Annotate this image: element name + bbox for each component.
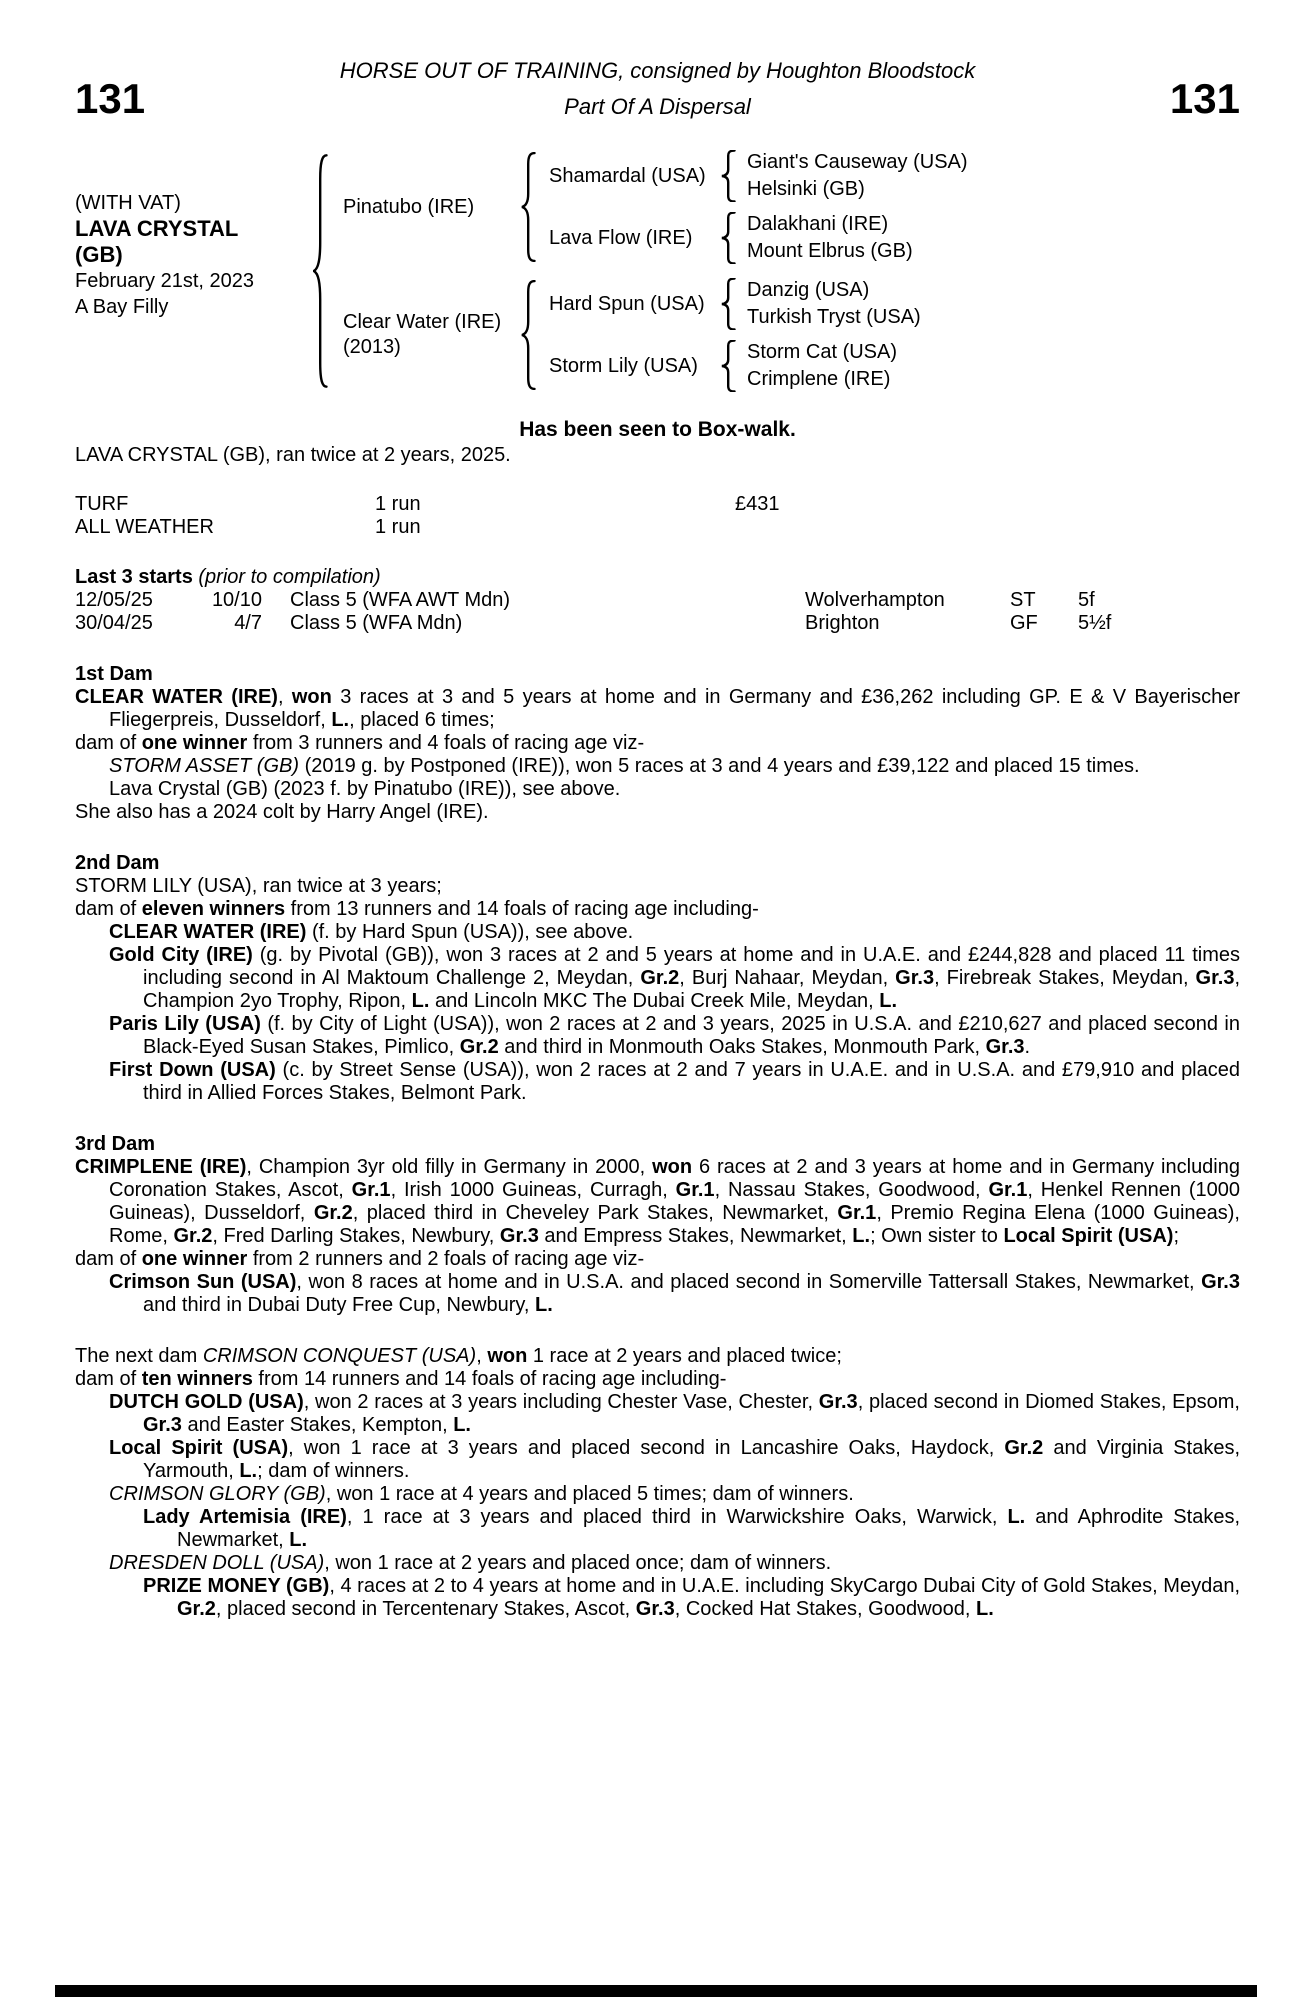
pedigree-brace-icon [521, 280, 539, 390]
grandparent-name: Lava Flow (IRE) [549, 226, 693, 249]
vat-note: (WITH VAT) [75, 192, 181, 214]
pedigree-chart [75, 150, 1240, 392]
pedigree-paragraph: STORM LILY (USA), ran twice at 3 years; [75, 875, 442, 897]
surface-label: ALL WEATHER [75, 516, 214, 538]
last-starts-title: Last 3 starts [75, 566, 193, 588]
great-grandparent-name: Helsinki (GB) [747, 178, 865, 200]
pedigree-brace-icon [521, 152, 539, 262]
start-date: 12/05/25 [75, 589, 153, 611]
great-grandparent-name: Mount Elbrus (GB) [747, 240, 913, 262]
foal-date: February 21st, 2023 [75, 270, 254, 292]
pedigree-paragraph: Gold City (IRE) (g. by Pivotal (GB)), won 3 races at 2 and 5 years at home and in U.A.E. and £244,828 and placed 11 times including second in Al Maktoum Challenge 2, Meydan, Gr.2, Burj Nahaar, Meydan, Gr.3, Firebreak Stakes, Meydan, Gr.3, Champion 2yo Trophy, Ripon, L. and Lincoln MKC The Dubai Creek Mile, Meydan, L. [109, 944, 1241, 1012]
grandparent-name: Shamardal (USA) [549, 164, 706, 187]
pedigree-paragraph: First Down (USA) (c. by Street Sense (USA)), won 2 races at 2 and 7 years in U.A.E. and in U.S.A. and £79,910 and placed third in Allied Forces Stakes, Belmont Park. [109, 1059, 1240, 1104]
pedigree-paragraph: She also has a 2024 colt by Harry Angel (IRE). [75, 801, 489, 823]
pedigree-paragraph: CRIMSON GLORY (GB), won 1 race at 4 years and placed 5 times; dam of winners. [109, 1483, 854, 1505]
horse-name: LAVA CRYSTAL [75, 216, 239, 241]
pedigree-paragraph: PRIZE MONEY (GB), 4 races at 2 to 4 years at home and in U.A.E. including SkyCargo Dubai City of Gold Stakes, Meydan, Gr.2, placed second in Tercentenary Stakes, Ascot, Gr.3, Cocked Hat Stakes, Goodwood, L. [143, 1575, 1241, 1620]
pedigree-halves [331, 150, 1240, 392]
surface-label: TURF [75, 493, 129, 515]
pedigree-brace-icon [313, 153, 331, 389]
race-summary-row [75, 493, 1240, 516]
going-abbr: ST [1010, 589, 1036, 611]
horse-info [75, 150, 313, 320]
pedigree-paragraph: dam of ten winners from 14 runners and 14 foals of racing age including- [75, 1368, 727, 1390]
pedigree-paragraph: dam of one winner from 3 runners and 4 foals of racing age viz- [75, 732, 645, 754]
section-heading: 3rd Dam [75, 1133, 156, 1155]
race-summary-table [75, 493, 1240, 539]
sire-name: Pinatubo (IRE) [343, 195, 475, 218]
last-start-row [75, 612, 1240, 635]
pedigree-text-section [75, 1133, 1240, 1317]
pedigree-paragraph: Local Spirit (USA), won 1 race at 3 years and placed second in Lancashire Oaks, Haydock, Gr.2 and Virginia Stakes, Yarmouth, L.; dam of winners. [109, 1437, 1240, 1482]
grandparent-unit [539, 278, 1240, 330]
race-summary-row [75, 516, 1240, 539]
last-starts-title-line [75, 566, 1240, 589]
pedigree-paragraph: Lava Crystal (GB) (2023 f. by Pinatubo (IRE)), see above. [109, 778, 621, 800]
race-class: Class 5 (WFA Mdn) [290, 612, 463, 634]
race-record-intro: LAVA CRYSTAL (GB), ran twice at 2 years, 2025. [75, 444, 511, 466]
grandparent-column [539, 150, 1240, 264]
great-grandparent-pair [739, 340, 897, 392]
last-starts-subtitle: (prior to compilation) [192, 566, 381, 588]
finish-position: 10/10 [211, 589, 262, 611]
last-starts-rows [75, 589, 1240, 635]
pedigree-paragraph: The next dam CRIMSON CONQUEST (USA), won 1 race at 2 years and placed twice; [75, 1345, 842, 1367]
pedigree-paragraph: dam of eleven winners from 13 runners and 14 foals of racing age including- [75, 898, 759, 920]
grandparent-unit [539, 212, 1240, 264]
dispersal-subtitle: Part Of A Dispersal [564, 94, 751, 119]
great-grandparent-name: Storm Cat (USA) [747, 341, 898, 363]
great-grandparent-name: Crimplene (IRE) [747, 368, 891, 390]
pedigree-paragraph: Crimson Sun (USA), won 8 races at home and in U.S.A. and placed second in Somerville Tattersall Stakes, Newmarket, Gr.3 and third in Dubai Duty Free Cup, Newbury, L. [109, 1271, 1240, 1316]
start-date: 30/04/25 [75, 612, 153, 634]
great-grandparent-pair [739, 278, 921, 330]
great-grandparent-pair [739, 150, 968, 202]
course-name: Wolverhampton [805, 589, 945, 611]
horse-suffix: (GB) [75, 242, 123, 267]
pedigree-paragraph: Lady Artemisia (IRE), 1 race at 3 years and placed third in Warwickshire Oaks, Warwick, L. and Aphrodite Stakes, Newmarket, L. [143, 1506, 1241, 1551]
race-distance: 5f [1078, 589, 1095, 611]
course-name: Brighton [805, 612, 880, 634]
pedigree-paragraph: dam of one winner from 2 runners and 2 foals of racing age viz- [75, 1248, 645, 1270]
grandparent-name: Hard Spun (USA) [549, 292, 705, 315]
great-grandparent-name: Giant's Causeway (USA) [747, 151, 968, 173]
section-heading: 2nd Dam [75, 852, 160, 874]
great-grandparent-name: Turkish Tryst (USA) [747, 306, 921, 328]
pedigree-paragraph: DUTCH GOLD (USA), won 2 races at 3 years including Chester Vase, Chester, Gr.3, placed second in Diomed Stakes, Epsom, Gr.3 and Easter Stakes, Kempton, L. [109, 1391, 1240, 1436]
page-bottom-bar [55, 1985, 1257, 1997]
horse-description: A Bay Filly [75, 296, 169, 318]
page-header [75, 58, 1240, 120]
lot-number-right: 131 [1169, 75, 1240, 122]
pedigree-paragraph: DRESDEN DOLL (USA), won 1 race at 2 years and placed once; dam of winners. [109, 1552, 832, 1574]
grandparent-unit [539, 150, 1240, 202]
runs-value: 1 run [375, 516, 421, 538]
pedigree-paragraph: CRIMPLENE (IRE), Champion 3yr old filly in Germany in 2000, won 6 races at 2 and 3 years at home and in Germany including Coronation Stakes, Ascot, Gr.1, Irish 1000 Guineas, Curragh, Gr.1, Nassau Stakes, Goodwood, Gr.1, Henkel Rennen (1000 Guineas), Dusseldorf, Gr.2, placed third in Cheveley Park Stakes, Newmarket, Gr.1, Premio Regina Elena (1000 Guineas), Rome, Gr.2, Fred Darling Stakes, Newbury, Gr.3 and Empress Stakes, Newmarket, L.; Own sister to Local Spirit (USA); [75, 1156, 1241, 1247]
last-start-row [75, 589, 1240, 612]
pedigree-text-section [75, 852, 1240, 1105]
header-center [195, 58, 1120, 120]
earnings-value: £431 [735, 493, 780, 515]
great-grandparent-name: Dalakhani (IRE) [747, 213, 889, 235]
pedigree-brace-icon [721, 150, 739, 202]
grandparent-name: Storm Lily (USA) [549, 354, 698, 377]
runs-value: 1 run [375, 493, 421, 515]
sire-branch [331, 150, 1240, 264]
pedigree-tree [313, 150, 1240, 392]
dam-branch [331, 278, 1240, 392]
box-walk-note: Has been seen to Box-walk. [519, 418, 796, 441]
pedigree-text-section [75, 1345, 1240, 1621]
race-distance: 5½f [1078, 612, 1112, 634]
earnings-value [735, 516, 1240, 539]
last-starts-block [75, 566, 1240, 635]
pedigree-brace-icon [721, 278, 739, 330]
consignment-title: HORSE OUT OF TRAINING, consigned by Houghton Bloodstock [339, 58, 976, 83]
pedigree-paragraph: CLEAR WATER (IRE), won 3 races at 3 and 5 years at home and in Germany and £36,262 including GP. E & V Bayerischer Fliegerpreis, Dusseldorf, L., placed 6 times; [75, 686, 1240, 731]
lot-number-left: 131 [75, 75, 146, 122]
dam-year-note: (2013) [343, 336, 401, 358]
going-abbr: GF [1010, 612, 1038, 634]
great-grandparent-pair [739, 212, 913, 264]
grandparent-unit [539, 340, 1240, 392]
dam-sections [75, 663, 1240, 1621]
grandparent-column [539, 278, 1240, 392]
dam-name: Clear Water (IRE) (2013) [331, 310, 521, 360]
great-grandparent-name: Danzig (USA) [747, 279, 870, 301]
finish-position: 4/7 [234, 612, 262, 634]
pedigree-text-section [75, 663, 1240, 824]
pedigree-paragraph: CLEAR WATER (IRE) (f. by Hard Spun (USA)), see above. [109, 921, 634, 943]
pedigree-paragraph: STORM ASSET (GB) (2019 g. by Postponed (IRE)), won 5 races at 3 and 4 years and £39,122 and placed 15 times. [109, 755, 1140, 777]
section-heading: 1st Dam [75, 663, 153, 685]
pedigree-paragraph: Paris Lily (USA) (f. by City of Light (USA)), won 2 races at 2 and 3 years, 2025 in U.S.A. and £210,627 and placed second in Black-Eyed Susan Stakes, Pimlico, Gr.2 and third in Monmouth Oaks Stakes, Monmouth Park, Gr.3. [109, 1013, 1240, 1058]
pedigree-brace-icon [721, 212, 739, 264]
race-class: Class 5 (WFA AWT Mdn) [290, 589, 511, 611]
pedigree-brace-icon [721, 340, 739, 392]
